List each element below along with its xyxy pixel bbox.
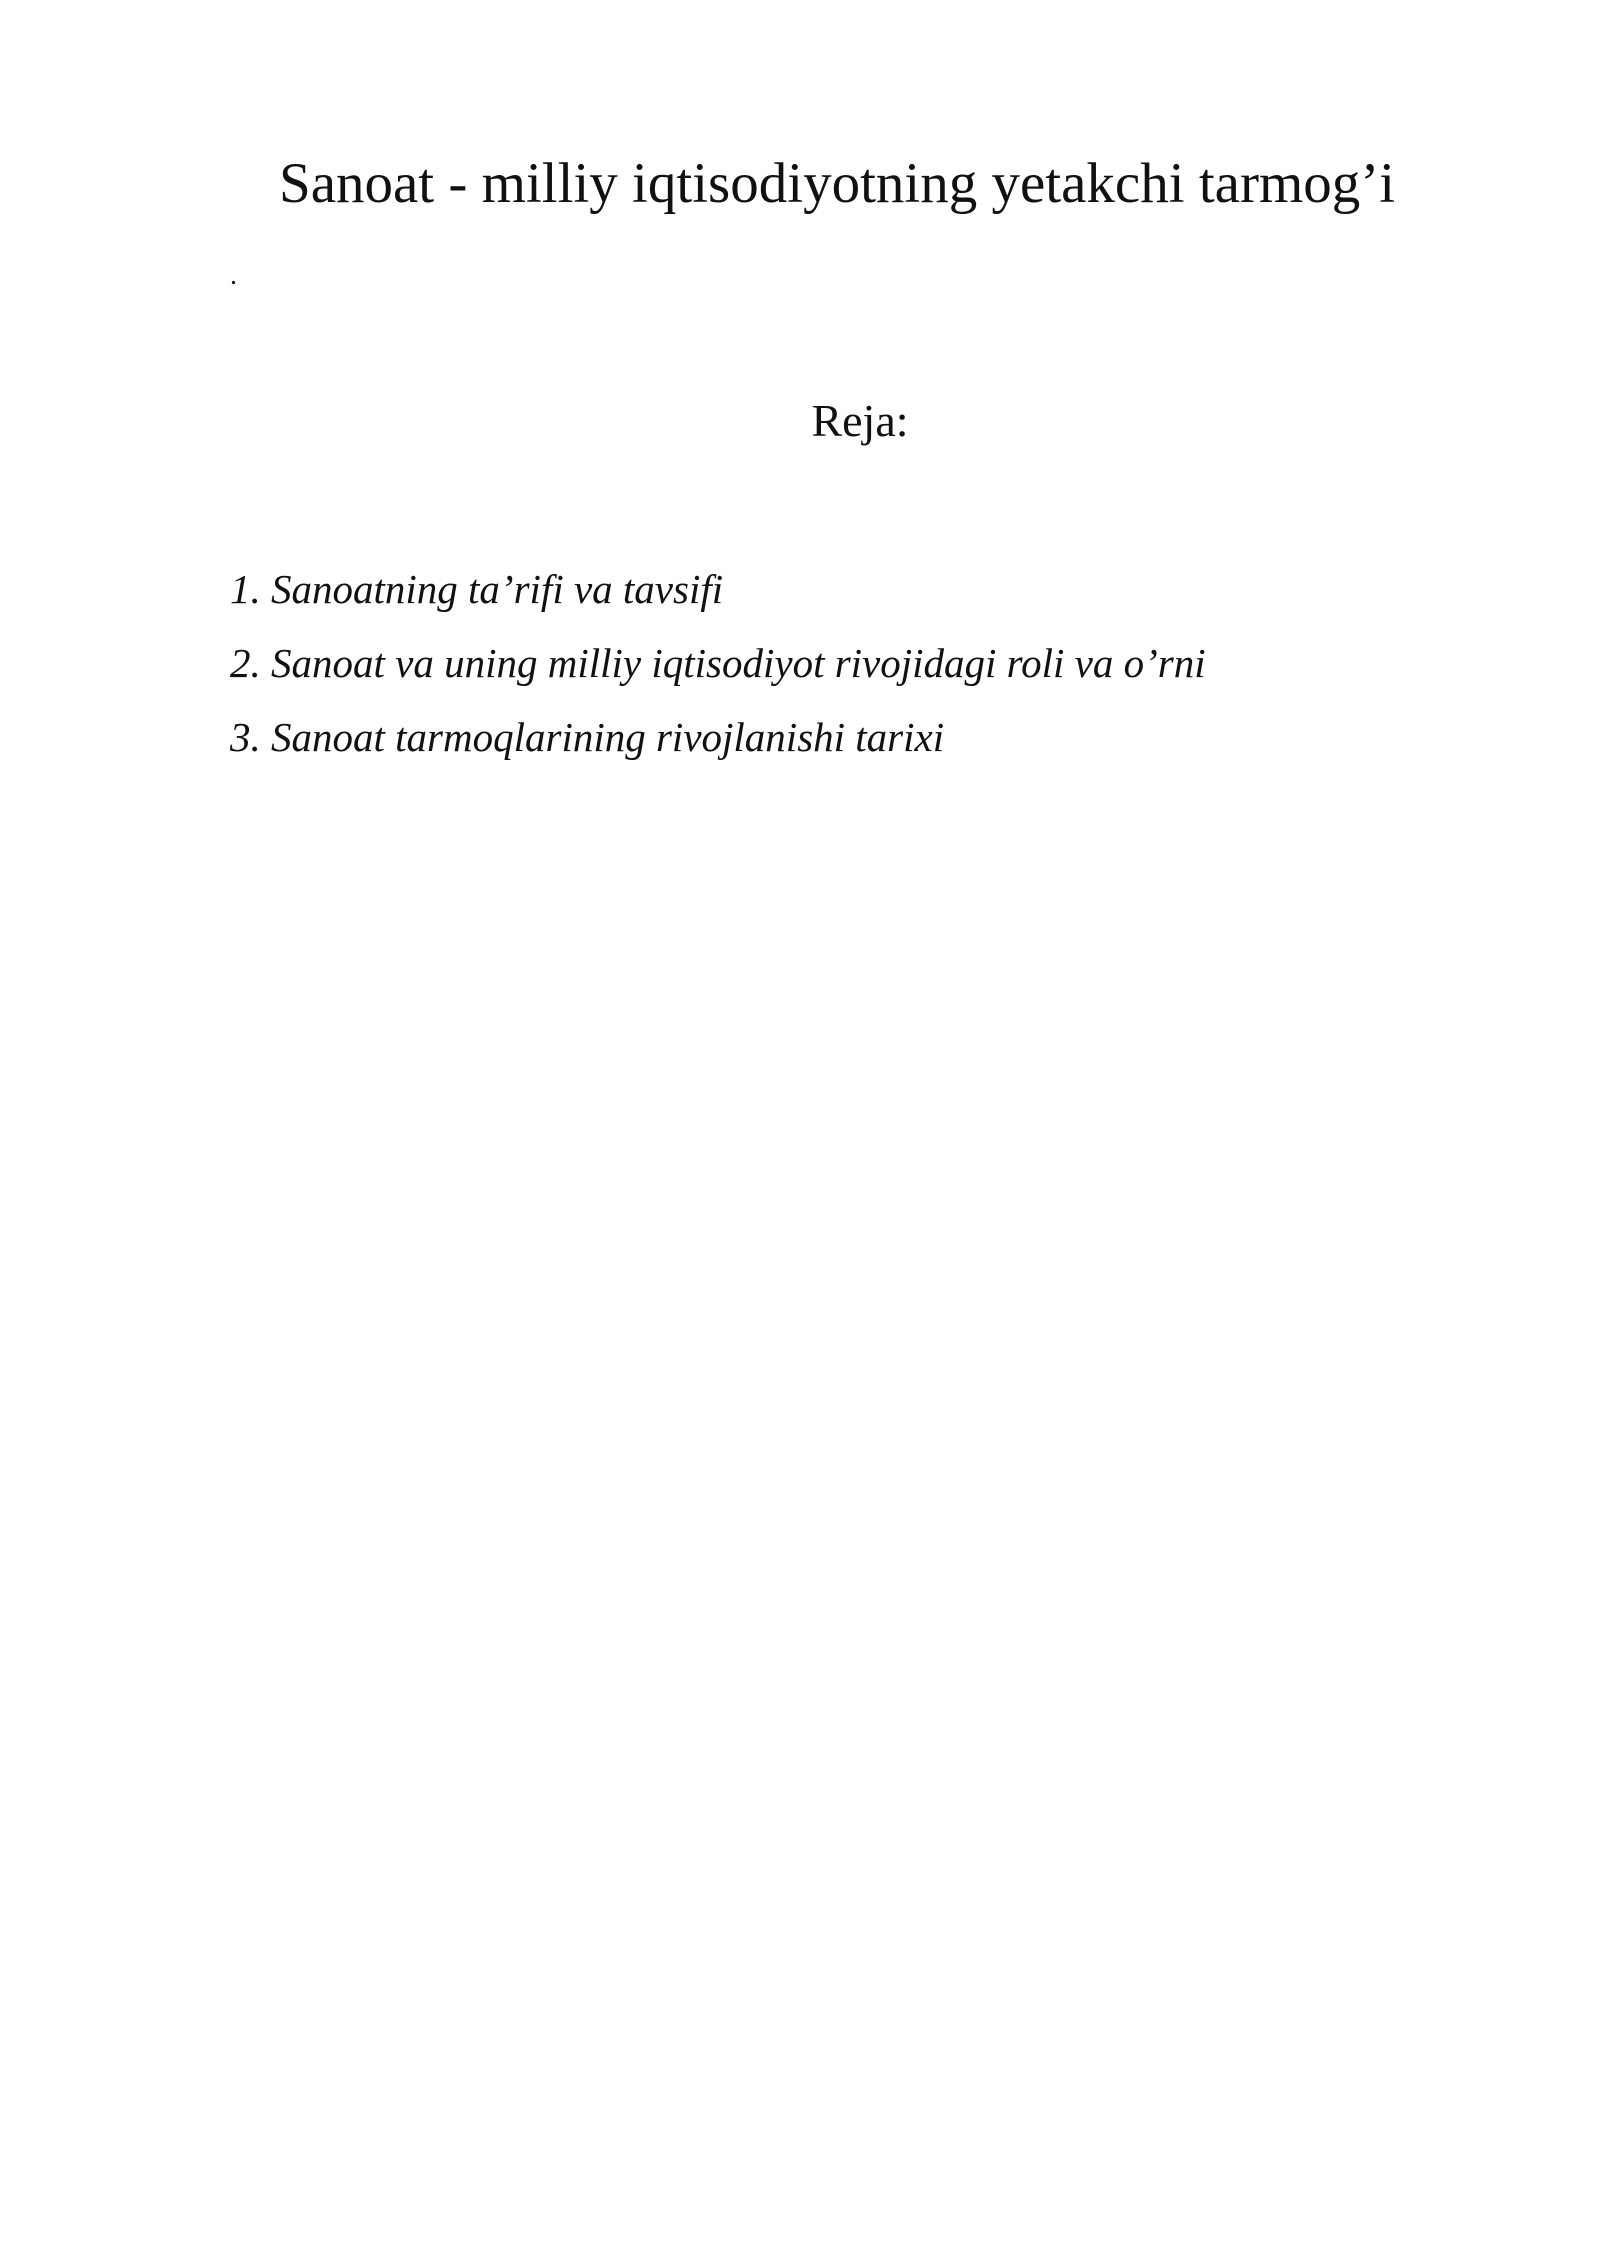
document-title: Sanoat - milliy iqtisodiyotning yetakchi tarmog’i <box>279 152 1396 215</box>
plan-heading: Reja: <box>811 395 909 446</box>
plan-item-1: 1. Sanoatning ta’rifi va tavsifi <box>230 566 724 612</box>
plan-list <box>230 552 1206 774</box>
plan-item-3: 3. Sanoat tarmoqlarining rivojlanishi tarixi <box>230 714 945 760</box>
plan-item-2: 2. Sanoat va uning milliy iqtisodiyot rivojidagi roli va o’rni <box>230 640 1206 686</box>
stray-mark: . <box>230 260 237 291</box>
